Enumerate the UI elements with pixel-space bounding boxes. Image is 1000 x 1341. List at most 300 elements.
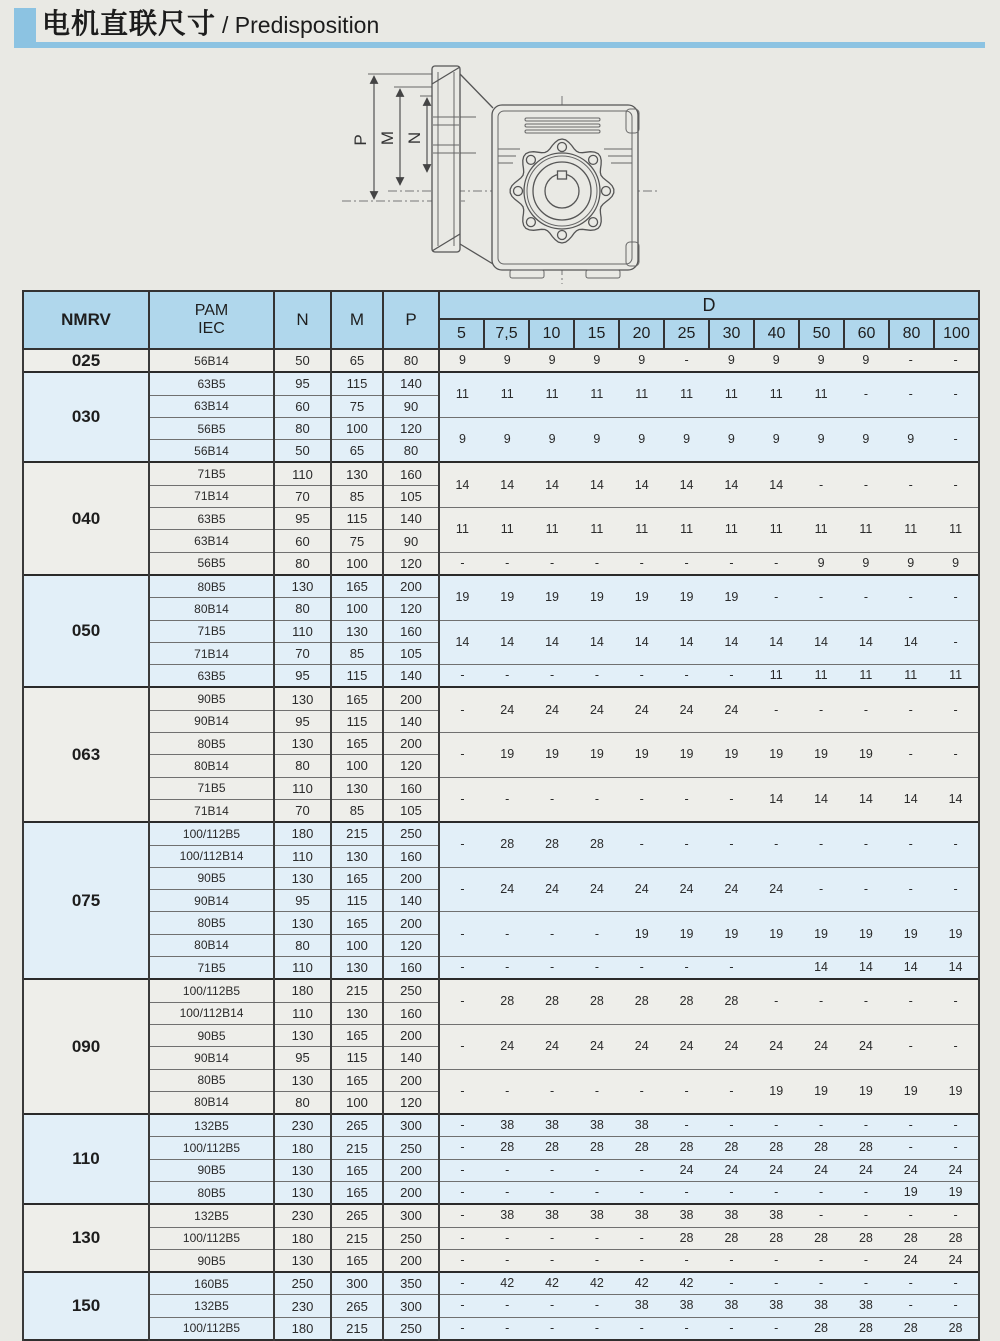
p-cell: 160: [383, 957, 439, 980]
m-cell: 265: [331, 1295, 383, 1317]
pam-cell: 63B5: [149, 372, 274, 395]
d-value: -: [684, 1252, 689, 1267]
pam-cell: 63B5: [149, 508, 274, 530]
d-value: -: [460, 926, 465, 941]
m-cell: 115: [331, 372, 383, 395]
pam-cell: 71B14: [149, 485, 274, 507]
d-value: 38: [589, 1208, 604, 1223]
p-cell: 120: [383, 417, 439, 439]
header-d-size: 50: [799, 319, 844, 349]
d-value: 19: [679, 926, 694, 941]
m-cell: 100: [331, 598, 383, 620]
d-value: 9: [503, 432, 511, 447]
d-value: -: [729, 1276, 734, 1291]
p-cell: 160: [383, 462, 439, 485]
n-cell: 130: [274, 912, 331, 934]
m-cell: 115: [331, 890, 383, 912]
header-d-size: 25: [664, 319, 709, 349]
d-values-cell: [439, 575, 979, 620]
d-values-cell: [439, 1272, 979, 1295]
d-values-cell: [439, 508, 979, 553]
n-cell: 130: [274, 1069, 331, 1091]
d-value: -: [908, 1039, 913, 1054]
table-row: [23, 1159, 979, 1181]
m-cell: 85: [331, 485, 383, 507]
d-value: 14: [545, 634, 560, 649]
n-cell: 130: [274, 1024, 331, 1046]
d-value: 9: [907, 432, 915, 447]
pam-cell: 80B5: [149, 912, 274, 934]
n-cell: 180: [274, 1227, 331, 1249]
d-value: 9: [727, 432, 735, 447]
p-cell: 250: [383, 1317, 439, 1340]
d-value: 14: [679, 634, 694, 649]
d-value: 19: [634, 926, 649, 941]
p-cell: 120: [383, 1091, 439, 1114]
m-cell: 165: [331, 912, 383, 934]
d-values-cell: [439, 1069, 979, 1114]
d-value: -: [505, 1298, 510, 1313]
d-value: 28: [679, 994, 694, 1009]
d-value: 9: [952, 555, 960, 570]
d-value: -: [460, 1276, 465, 1291]
d-value: 38: [724, 1298, 739, 1313]
d-values-cell: [439, 372, 979, 417]
d-value: 24: [679, 702, 694, 717]
header-d-size: 15: [574, 319, 619, 349]
d-value: 24: [589, 702, 604, 717]
d-value: 14: [769, 791, 784, 806]
pam-cell: 71B5: [149, 462, 274, 485]
d-value: -: [908, 387, 913, 402]
d-value: 9: [638, 432, 646, 447]
d-value: 38: [679, 1208, 694, 1223]
d-value: 28: [634, 1140, 649, 1155]
pam-cell: 100/112B5: [149, 1317, 274, 1340]
d-value: -: [639, 668, 644, 683]
d-value: -: [774, 994, 779, 1009]
d-value: 24: [679, 1039, 694, 1054]
d-value: 28: [858, 1140, 873, 1155]
d-value: -: [505, 555, 510, 570]
d-value: 24: [903, 1162, 918, 1177]
table-body: [23, 349, 979, 1340]
d-value: 14: [814, 634, 829, 649]
table-row: [23, 957, 979, 980]
m-cell: 165: [331, 1069, 383, 1091]
d-value: 11: [949, 668, 963, 683]
d-value: 38: [500, 1208, 515, 1223]
pam-cell: 80B14: [149, 934, 274, 956]
d-value: 19: [903, 1184, 918, 1199]
nmrv-cell: 110: [23, 1114, 149, 1204]
pam-cell: 80B5: [149, 733, 274, 755]
header-m: M: [331, 291, 383, 349]
table-row: [23, 867, 979, 889]
n-cell: 230: [274, 1204, 331, 1227]
d-value: -: [863, 1252, 868, 1267]
m-cell: 130: [331, 845, 383, 867]
d-value: 28: [814, 1320, 829, 1335]
d-value: -: [549, 1184, 555, 1199]
m-cell: 165: [331, 687, 383, 710]
n-cell: 80: [274, 552, 331, 575]
d-value: 28: [589, 994, 604, 1009]
pam-cell: 90B5: [149, 867, 274, 889]
d-value: 14: [858, 960, 873, 975]
n-cell: 95: [274, 710, 331, 732]
d-value: -: [774, 1320, 779, 1335]
d-value: -: [639, 555, 644, 570]
d-value: -: [639, 1162, 644, 1177]
d-values-cell: [439, 552, 979, 575]
table-row: [23, 620, 979, 642]
d-value: 28: [858, 1230, 873, 1245]
d-value: 9: [638, 353, 646, 367]
d-value: -: [863, 1118, 868, 1133]
d-value: 14: [858, 791, 873, 806]
d-value: 28: [545, 994, 560, 1009]
p-cell: 200: [383, 575, 439, 598]
header-d-size: 30: [709, 319, 754, 349]
d-value: -: [908, 353, 913, 367]
d-value: 14: [814, 960, 829, 975]
d-value: -: [639, 791, 644, 806]
d-value: -: [729, 1184, 734, 1199]
d-value: 11: [545, 522, 559, 537]
d-value: 19: [500, 747, 515, 762]
d-value: 14: [500, 634, 515, 649]
d-value: -: [953, 353, 958, 367]
d-value: 24: [814, 1162, 829, 1177]
d-value: -: [460, 960, 465, 975]
table-row: [23, 822, 979, 845]
d-value: 28: [589, 1140, 604, 1155]
d-values-cell: [439, 777, 979, 822]
m-cell: 265: [331, 1114, 383, 1137]
d-value: -: [863, 837, 868, 852]
d-value: -: [549, 791, 555, 806]
d-value: -: [863, 881, 868, 896]
d-value: 38: [634, 1208, 649, 1223]
nmrv-cell: 040: [23, 462, 149, 574]
d-value: -: [639, 837, 644, 852]
table-header: [23, 291, 979, 349]
p-cell: 120: [383, 755, 439, 777]
n-cell: 130: [274, 867, 331, 889]
d-value: -: [639, 1230, 644, 1245]
pam-cell: 71B14: [149, 799, 274, 822]
d-value: -: [505, 1320, 510, 1335]
pam-cell: 71B5: [149, 957, 274, 980]
d-value: 28: [724, 1230, 739, 1245]
d-value: 9: [817, 353, 825, 367]
d-value: -: [460, 702, 465, 717]
d-value: -: [863, 477, 868, 492]
p-cell: 105: [383, 485, 439, 507]
d-value: -: [729, 791, 734, 806]
d-value: -: [684, 791, 689, 806]
d-value: 14: [724, 634, 739, 649]
d-value: -: [460, 668, 465, 683]
d-value: 14: [858, 634, 873, 649]
d-value: -: [908, 1298, 913, 1313]
nmrv-cell: 030: [23, 372, 149, 462]
d-value: 28: [545, 1140, 560, 1155]
n-cell: 130: [274, 1181, 331, 1204]
n-cell: 80: [274, 1091, 331, 1114]
d-value: 19: [545, 747, 560, 762]
d-value: 24: [724, 1039, 739, 1054]
d-value: 19: [769, 1083, 784, 1098]
d-value: -: [729, 837, 734, 852]
d-value: 9: [817, 555, 825, 570]
d-value: 19: [455, 590, 470, 605]
d-value: -: [774, 1118, 779, 1133]
p-cell: 120: [383, 598, 439, 620]
nmrv-cell: 025: [23, 349, 149, 372]
header-d-size: 40: [754, 319, 799, 349]
d-value: -: [774, 837, 779, 852]
d-value: -: [684, 353, 689, 367]
d-value: 9: [548, 353, 556, 367]
d-value: -: [908, 702, 913, 717]
header-d-size: 60: [844, 319, 889, 349]
d-values-cell: [439, 1204, 979, 1227]
d-value: -: [549, 1320, 555, 1335]
d-value: -: [684, 1320, 689, 1335]
m-cell: 100: [331, 934, 383, 956]
d-value: 19: [634, 590, 649, 605]
d-value: -: [505, 1184, 510, 1199]
table-row: [23, 372, 979, 395]
d-value: 19: [814, 747, 829, 762]
d-value: 24: [679, 881, 694, 896]
d-value: 9: [458, 353, 466, 367]
table-row: [23, 1114, 979, 1137]
d-value: -: [729, 555, 734, 570]
p-cell: 200: [383, 1069, 439, 1091]
d-value: 19: [858, 1083, 873, 1098]
d-value: 11: [769, 522, 783, 537]
d-value: -: [684, 1118, 689, 1133]
d-value: 24: [545, 702, 560, 717]
pam-cell: 56B14: [149, 440, 274, 463]
n-cell: 130: [274, 733, 331, 755]
table-row: [23, 508, 979, 530]
d-value: -: [818, 590, 824, 605]
d-value: 11: [904, 668, 918, 683]
m-cell: 85: [331, 799, 383, 822]
d-value: 19: [858, 926, 873, 941]
d-value: 9: [862, 432, 870, 447]
d-value: 24: [948, 1162, 963, 1177]
d-value: -: [908, 747, 913, 762]
header-d-size: 100: [934, 319, 979, 349]
pam-cell: 80B14: [149, 598, 274, 620]
table-row: [23, 1249, 979, 1272]
d-value: 19: [948, 926, 963, 941]
d-value: 38: [769, 1208, 784, 1223]
header-d: D: [439, 291, 979, 319]
d-values-cell: [439, 665, 979, 688]
d-value: 38: [858, 1298, 873, 1313]
n-cell: 80: [274, 934, 331, 956]
d-value: 19: [724, 590, 739, 605]
n-cell: 110: [274, 462, 331, 485]
n-cell: 130: [274, 687, 331, 710]
d-values-cell: [439, 1024, 979, 1069]
n-cell: 80: [274, 755, 331, 777]
d-values-cell: [439, 1295, 979, 1317]
nmrv-cell: 150: [23, 1272, 149, 1340]
d-value: 28: [500, 1140, 515, 1155]
d-value: 19: [724, 747, 739, 762]
d-value: 11: [590, 387, 604, 402]
n-cell: 110: [274, 620, 331, 642]
d-value: 9: [593, 353, 601, 367]
d-value: 28: [634, 994, 649, 1009]
p-cell: 200: [383, 1181, 439, 1204]
p-cell: 90: [383, 395, 439, 417]
d-value: -: [863, 1184, 868, 1199]
d-value: 14: [679, 477, 694, 492]
p-cell: 140: [383, 710, 439, 732]
d-value: -: [460, 791, 465, 806]
d-value: 14: [634, 477, 649, 492]
d-value: -: [460, 555, 465, 570]
pam-cell: 90B14: [149, 890, 274, 912]
d-value: -: [594, 555, 599, 570]
d-value: 24: [724, 881, 739, 896]
n-cell: 70: [274, 799, 331, 822]
p-cell: 140: [383, 1047, 439, 1069]
d-value: -: [908, 994, 913, 1009]
d-value: 9: [862, 353, 870, 367]
page-header: [0, 0, 1000, 52]
d-value: -: [818, 1184, 824, 1199]
pam-cell: 63B5: [149, 665, 274, 688]
d-value: 38: [545, 1118, 560, 1133]
m-cell: 215: [331, 1227, 383, 1249]
gearbox-drawing: [330, 52, 670, 290]
pam-cell: 100/112B5: [149, 822, 274, 845]
d-value: -: [908, 1208, 913, 1223]
pam-cell: 80B14: [149, 1091, 274, 1114]
p-cell: 250: [383, 822, 439, 845]
m-cell: 215: [331, 1137, 383, 1159]
d-value: 9: [458, 432, 466, 447]
p-cell: 120: [383, 934, 439, 956]
p-cell: 200: [383, 1159, 439, 1181]
d-value: -: [594, 1184, 599, 1199]
d-value: 42: [679, 1276, 694, 1291]
pam-cell: 90B14: [149, 710, 274, 732]
d-value: -: [863, 1208, 868, 1223]
d-value: -: [594, 1083, 599, 1098]
d-value: -: [505, 926, 510, 941]
d-value: -: [729, 960, 734, 975]
d-value: 11: [724, 387, 738, 402]
d-value: -: [953, 702, 958, 717]
m-cell: 75: [331, 530, 383, 552]
d-value: 19: [679, 747, 694, 762]
n-cell: 95: [274, 890, 331, 912]
d-values-cell: [439, 979, 979, 1024]
d-value: -: [505, 1083, 510, 1098]
d-value: 24: [589, 1039, 604, 1054]
d-value: 14: [948, 960, 963, 975]
d-values-cell: [439, 620, 979, 665]
d-value: 42: [634, 1276, 649, 1291]
d-value: 14: [455, 634, 470, 649]
table-row: [23, 1069, 979, 1091]
d-value: -: [549, 1298, 555, 1313]
pam-cell: 90B5: [149, 687, 274, 710]
p-cell: 350: [383, 1272, 439, 1295]
d-value: 19: [679, 590, 694, 605]
d-value: 24: [634, 702, 649, 717]
d-value: 28: [589, 837, 604, 852]
pam-cell: 71B5: [149, 620, 274, 642]
d-value: -: [549, 1252, 555, 1267]
d-value: -: [729, 1118, 734, 1133]
d-value: 28: [814, 1230, 829, 1245]
p-cell: 90: [383, 530, 439, 552]
d-value: -: [549, 1162, 555, 1177]
table-row: [23, 575, 979, 598]
d-value: 19: [903, 926, 918, 941]
p-cell: 200: [383, 1024, 439, 1046]
d-value: -: [505, 1162, 510, 1177]
d-value: -: [684, 555, 689, 570]
d-value: 11: [455, 387, 469, 402]
m-cell: 265: [331, 1204, 383, 1227]
m-cell: 85: [331, 642, 383, 664]
p-cell: 250: [383, 1137, 439, 1159]
d-value: [754, 957, 799, 978]
d-value: 38: [814, 1298, 829, 1313]
header-pam: PAM: [194, 301, 229, 319]
n-cell: 180: [274, 1137, 331, 1159]
foot-right: [586, 270, 620, 278]
d-value: 11: [859, 668, 873, 683]
d-value: 28: [679, 1140, 694, 1155]
pam-cell: 63B14: [149, 395, 274, 417]
m-cell: 100: [331, 755, 383, 777]
pam-cell: 80B5: [149, 1181, 274, 1204]
d-value: -: [505, 668, 510, 683]
d-value: 24: [858, 1039, 873, 1054]
header-d-size: 80: [889, 319, 934, 349]
p-cell: 250: [383, 1227, 439, 1249]
pam-cell: 56B14: [149, 349, 274, 372]
d-value: 24: [948, 1252, 963, 1267]
pam-cell: 56B5: [149, 552, 274, 575]
d-values-cell: [439, 1227, 979, 1249]
p-cell: 250: [383, 979, 439, 1002]
d-value: -: [953, 994, 958, 1009]
pam-cell: 100/112B14: [149, 1002, 274, 1024]
d-value: 24: [903, 1252, 918, 1267]
d-value: 24: [545, 881, 560, 896]
d-value: -: [818, 1252, 824, 1267]
title-chinese: 电机直联尺寸: [42, 8, 217, 39]
d-value: 9: [862, 555, 870, 570]
table-row: [23, 912, 979, 934]
pam-cell: 80B5: [149, 1069, 274, 1091]
d-value: -: [818, 477, 824, 492]
